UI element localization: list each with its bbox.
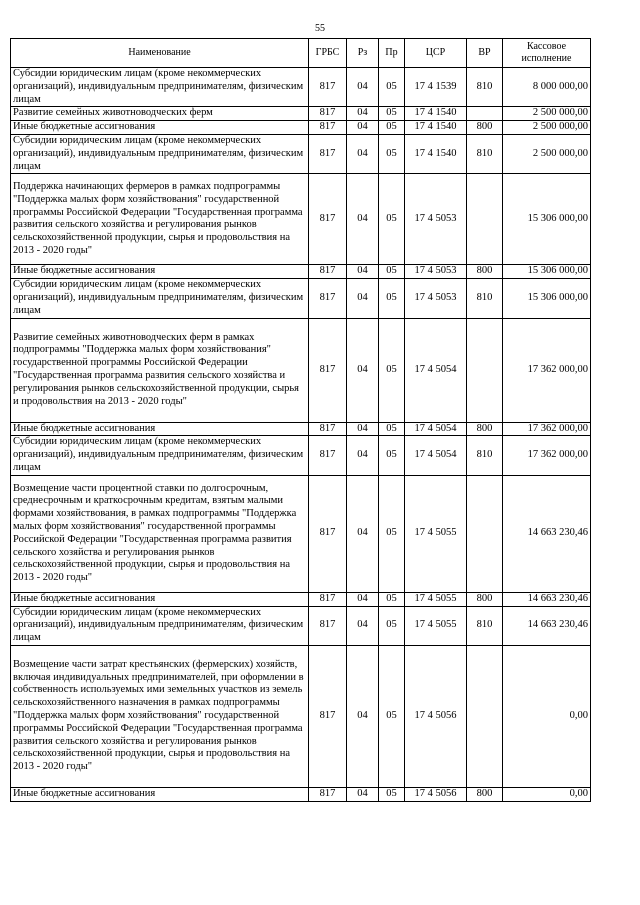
row-csr: 17 4 1540 xyxy=(405,107,467,121)
row-pr: 05 xyxy=(379,475,405,592)
row-csr: 17 4 5054 xyxy=(405,436,467,475)
row-amount: 2 500 000,00 xyxy=(503,121,591,135)
row-rz: 04 xyxy=(347,645,379,787)
row-vr: 810 xyxy=(467,606,503,645)
row-vr: 810 xyxy=(467,134,503,173)
row-name: Развитие семейных животноводческих ферм xyxy=(11,107,309,121)
row-csr: 17 4 5056 xyxy=(405,645,467,787)
row-csr: 17 4 5053 xyxy=(405,265,467,279)
table-row xyxy=(11,592,591,606)
row-name: Субсидии юридическим лицам (кроме некоммерческих организаций), индивидуальным предпринимателям, физическим лицам xyxy=(11,134,309,173)
row-name: Иные бюджетные ассигнования xyxy=(11,592,309,606)
row-amount: 15 306 000,00 xyxy=(503,174,591,265)
row-rz: 04 xyxy=(347,475,379,592)
row-rz: 04 xyxy=(347,318,379,422)
row-name: Субсидии юридическим лицам (кроме некоммерческих организаций), индивидуальным предпринимателям, физическим лицам xyxy=(11,68,309,107)
row-rz: 04 xyxy=(347,68,379,107)
row-amount: 14 663 230,46 xyxy=(503,606,591,645)
row-rz: 04 xyxy=(347,279,379,318)
row-grbs: 817 xyxy=(309,107,347,121)
row-name: Иные бюджетные ассигнования xyxy=(11,265,309,279)
row-pr: 05 xyxy=(379,592,405,606)
table-row xyxy=(11,134,591,173)
row-csr: 17 4 5054 xyxy=(405,318,467,422)
row-vr xyxy=(467,107,503,121)
page-number: 55 xyxy=(315,23,325,34)
row-rz: 04 xyxy=(347,121,379,135)
row-grbs: 817 xyxy=(309,68,347,107)
row-pr: 05 xyxy=(379,68,405,107)
row-rz: 04 xyxy=(347,592,379,606)
row-amount: 17 362 000,00 xyxy=(503,318,591,422)
header-csr: ЦСР xyxy=(405,39,467,68)
row-name: Иные бюджетные ассигнования xyxy=(11,121,309,135)
row-grbs: 817 xyxy=(309,787,347,801)
row-name: Иные бюджетные ассигнования xyxy=(11,422,309,436)
header-rz: Рз xyxy=(347,39,379,68)
row-grbs: 817 xyxy=(309,475,347,592)
row-vr: 810 xyxy=(467,436,503,475)
row-grbs: 817 xyxy=(309,279,347,318)
row-pr: 05 xyxy=(379,134,405,173)
table-row xyxy=(11,787,591,801)
row-pr: 05 xyxy=(379,279,405,318)
row-pr: 05 xyxy=(379,422,405,436)
row-rz: 04 xyxy=(347,606,379,645)
table-row xyxy=(11,174,591,265)
row-rz: 04 xyxy=(347,436,379,475)
row-pr: 05 xyxy=(379,265,405,279)
header-vr: ВР xyxy=(467,39,503,68)
row-pr: 05 xyxy=(379,645,405,787)
header-grbs: ГРБС xyxy=(309,39,347,68)
row-grbs: 817 xyxy=(309,121,347,135)
table-row xyxy=(11,436,591,475)
row-amount: 2 500 000,00 xyxy=(503,134,591,173)
row-pr: 05 xyxy=(379,606,405,645)
row-amount: 17 362 000,00 xyxy=(503,422,591,436)
row-csr: 17 4 5056 xyxy=(405,787,467,801)
row-csr: 17 4 1540 xyxy=(405,134,467,173)
header-name: Наименование xyxy=(11,39,309,68)
table-row xyxy=(11,68,591,107)
table-row xyxy=(11,422,591,436)
table-row xyxy=(11,645,591,787)
row-amount: 8 000 000,00 xyxy=(503,68,591,107)
row-grbs: 817 xyxy=(309,592,347,606)
row-vr: 800 xyxy=(467,787,503,801)
table-row xyxy=(11,279,591,318)
row-pr: 05 xyxy=(379,174,405,265)
row-vr: 800 xyxy=(467,265,503,279)
row-name: Поддержка начинающих фермеров в рамках подпрограммы "Поддержка малых форм хозяйствования" государственной программы Российской Федерации "Государственная программа развития сельского хозяйства и регулирования рынков сельскохозяйственной продукции, сырья и продовольствия на 2013 - 2020 годы" xyxy=(11,174,309,265)
row-csr: 17 4 1540 xyxy=(405,121,467,135)
row-csr: 17 4 5055 xyxy=(405,606,467,645)
row-amount: 0,00 xyxy=(503,787,591,801)
row-csr: 17 4 5055 xyxy=(405,475,467,592)
row-rz: 04 xyxy=(347,422,379,436)
row-rz: 04 xyxy=(347,265,379,279)
row-csr: 17 4 5053 xyxy=(405,279,467,318)
row-name: Возмещение части затрат крестьянских (фермерских) хозяйств, включая индивидуальных предпринимателей, при оформлении в собственность используемых ими земельных участков из земель сельскохозяйственного назначения в рамках подпрограммы "Поддержка малых форм хозяйствования" государственной программы Российской Федерации "Государственная программа развития сельского хозяйства и регулирования рынков сельскохозяйственной продукции, сырья и продовольствия на 2013 - 2020 годы" xyxy=(11,645,309,787)
row-amount: 14 663 230,46 xyxy=(503,592,591,606)
row-amount: 15 306 000,00 xyxy=(503,279,591,318)
row-name: Развитие семейных животноводческих ферм в рамках подпрограммы "Поддержка малых форм хозяйствования" государственной программы Российской Федерации "Государственная программа развития сельского хозяйства и регулирования рынков сельскохозяйственной продукции, сырья и продовольствия на 2013 - 2020 годы" xyxy=(11,318,309,422)
row-grbs: 817 xyxy=(309,174,347,265)
row-rz: 04 xyxy=(347,174,379,265)
table-header-row xyxy=(11,39,591,68)
row-rz: 04 xyxy=(347,134,379,173)
budget-table xyxy=(10,38,591,802)
row-grbs: 817 xyxy=(309,436,347,475)
row-rz: 04 xyxy=(347,787,379,801)
row-vr: 800 xyxy=(467,592,503,606)
row-vr: 800 xyxy=(467,422,503,436)
row-name: Иные бюджетные ассигнования xyxy=(11,787,309,801)
table-row xyxy=(11,265,591,279)
row-name: Субсидии юридическим лицам (кроме некоммерческих организаций), индивидуальным предпринимателям, физическим лицам xyxy=(11,279,309,318)
row-vr xyxy=(467,318,503,422)
row-vr: 810 xyxy=(467,68,503,107)
row-amount: 2 500 000,00 xyxy=(503,107,591,121)
row-pr: 05 xyxy=(379,318,405,422)
row-rz: 04 xyxy=(347,107,379,121)
table-row xyxy=(11,318,591,422)
row-pr: 05 xyxy=(379,787,405,801)
row-grbs: 817 xyxy=(309,134,347,173)
row-grbs: 817 xyxy=(309,265,347,279)
header-amount: Кассовое исполнение xyxy=(503,39,591,68)
row-csr: 17 4 5055 xyxy=(405,592,467,606)
row-pr: 05 xyxy=(379,107,405,121)
row-pr: 05 xyxy=(379,121,405,135)
table-row xyxy=(11,475,591,592)
row-amount: 17 362 000,00 xyxy=(503,436,591,475)
table-row xyxy=(11,107,591,121)
table-row xyxy=(11,606,591,645)
header-pr: Пр xyxy=(379,39,405,68)
row-grbs: 817 xyxy=(309,606,347,645)
row-pr: 05 xyxy=(379,436,405,475)
row-amount: 14 663 230,46 xyxy=(503,475,591,592)
row-csr: 17 4 5054 xyxy=(405,422,467,436)
row-vr xyxy=(467,645,503,787)
row-name: Субсидии юридическим лицам (кроме некоммерческих организаций), индивидуальным предпринимателям, физическим лицам xyxy=(11,436,309,475)
row-vr: 800 xyxy=(467,121,503,135)
row-grbs: 817 xyxy=(309,318,347,422)
row-grbs: 817 xyxy=(309,422,347,436)
row-grbs: 817 xyxy=(309,645,347,787)
row-csr: 17 4 1539 xyxy=(405,68,467,107)
row-amount: 15 306 000,00 xyxy=(503,265,591,279)
row-amount: 0,00 xyxy=(503,645,591,787)
row-vr xyxy=(467,174,503,265)
row-vr: 810 xyxy=(467,279,503,318)
table-row xyxy=(11,121,591,135)
row-vr xyxy=(467,475,503,592)
row-name: Субсидии юридическим лицам (кроме некоммерческих организаций), индивидуальным предпринимателям, физическим лицам xyxy=(11,606,309,645)
row-name: Возмещение части процентной ставки по долгосрочным, среднесрочным и краткосрочным кредитам, взятым малыми формами хозяйствования, в рамках подпрограммы "Поддержка малых форм хозяйствования" государственной программы Российской Федерации "Государственная программа развития сельского хозяйства и регулирования рынков сельскохозяйственной продукции, сырья и продовольствия на 2013 - 2020 годы" xyxy=(11,475,309,592)
row-csr: 17 4 5053 xyxy=(405,174,467,265)
